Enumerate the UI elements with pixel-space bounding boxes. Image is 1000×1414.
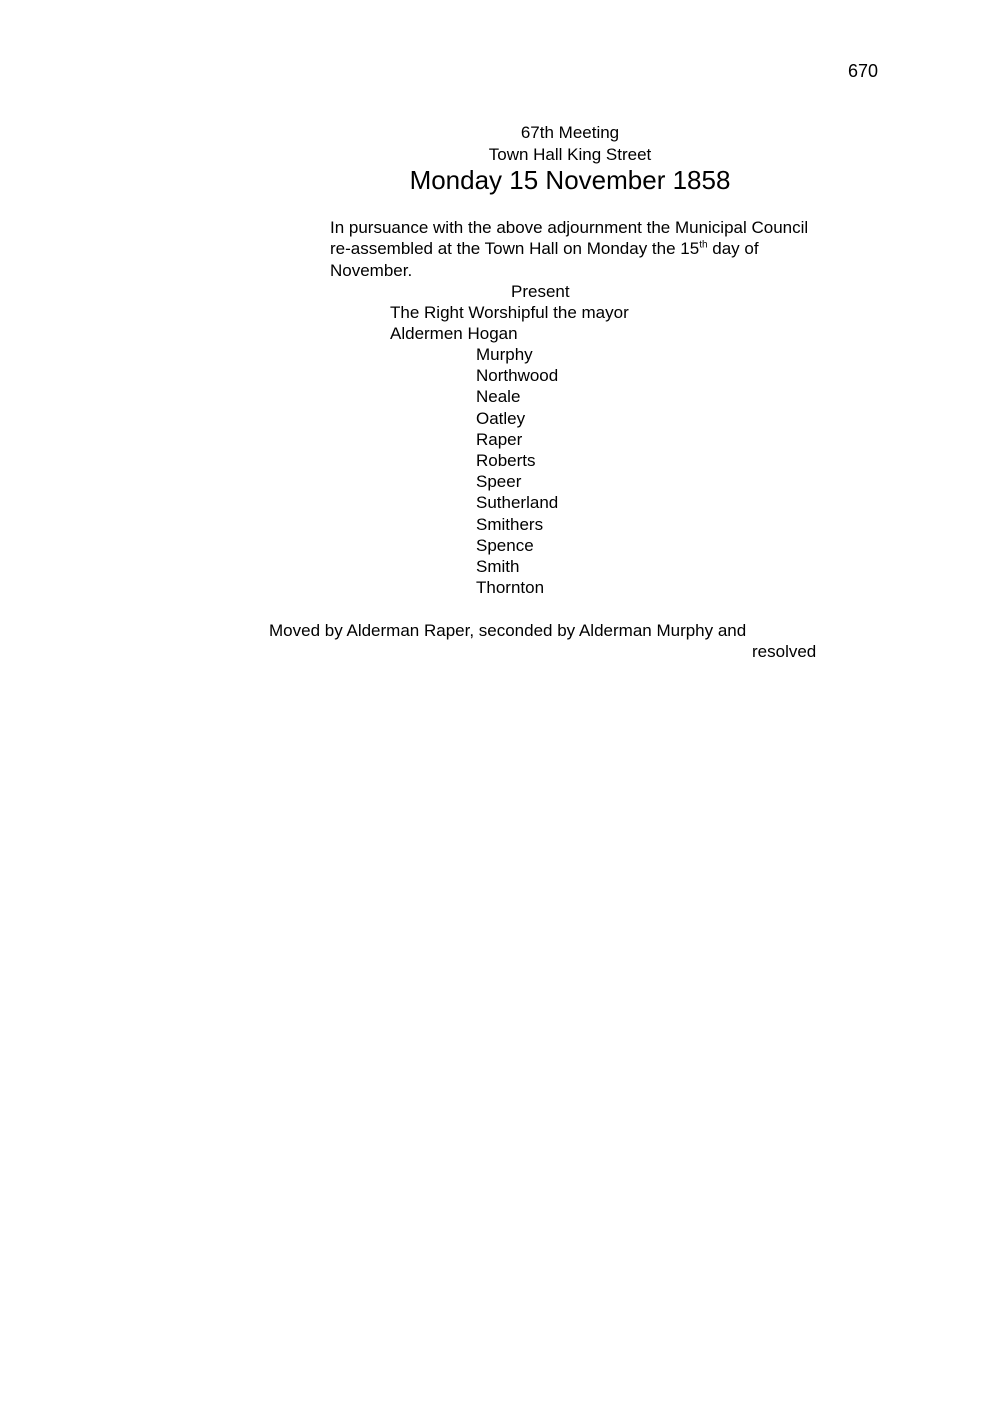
meeting-date: Monday 15 November 1858 (409, 165, 731, 195)
alderman-name: Neale (476, 387, 521, 407)
alderman-name: Smith (476, 557, 520, 577)
page-number: 670 (847, 61, 878, 81)
alderman-name: Smithers (476, 514, 544, 534)
meeting-venue: Town Hall King Street (488, 145, 652, 164)
intro-paragraph (330, 217, 870, 281)
ordinal-suffix: th (699, 239, 708, 251)
alderman-name: Northwood (476, 366, 559, 386)
alderman-name: Thornton (476, 578, 545, 598)
alderman-name: Raper (476, 429, 523, 449)
aldermen-label: Aldermen Hogan (390, 324, 518, 343)
intro-line-2 (330, 238, 870, 259)
aldermen-list (476, 344, 558, 598)
intro-line-3: November. (330, 260, 413, 280)
alderman-name: Speer (476, 472, 522, 492)
mayor-entry: The Right Worshipful the mayor (390, 303, 629, 322)
motion-resolved: resolved (752, 642, 817, 661)
alderman-name: Sutherland (476, 493, 559, 513)
intro-line-1: In pursuance with the above adjournment the Municipal Council (330, 218, 809, 237)
alderman-name: Roberts (476, 451, 536, 471)
meeting-number: 67th Meeting (520, 123, 620, 142)
intro-line-2-text: re-assembled at the Town Hall on Monday the 15 (330, 239, 700, 259)
alderman-name: Murphy (476, 345, 533, 364)
alderman-name: Oatley (476, 408, 526, 428)
intro-line-2-rest: day of (707, 239, 759, 259)
motion-text: Moved by Alderman Raper, seconded by Alderman Murphy and (269, 621, 747, 640)
present-heading: Present (511, 282, 570, 301)
alderman-name: Spence (476, 535, 534, 555)
